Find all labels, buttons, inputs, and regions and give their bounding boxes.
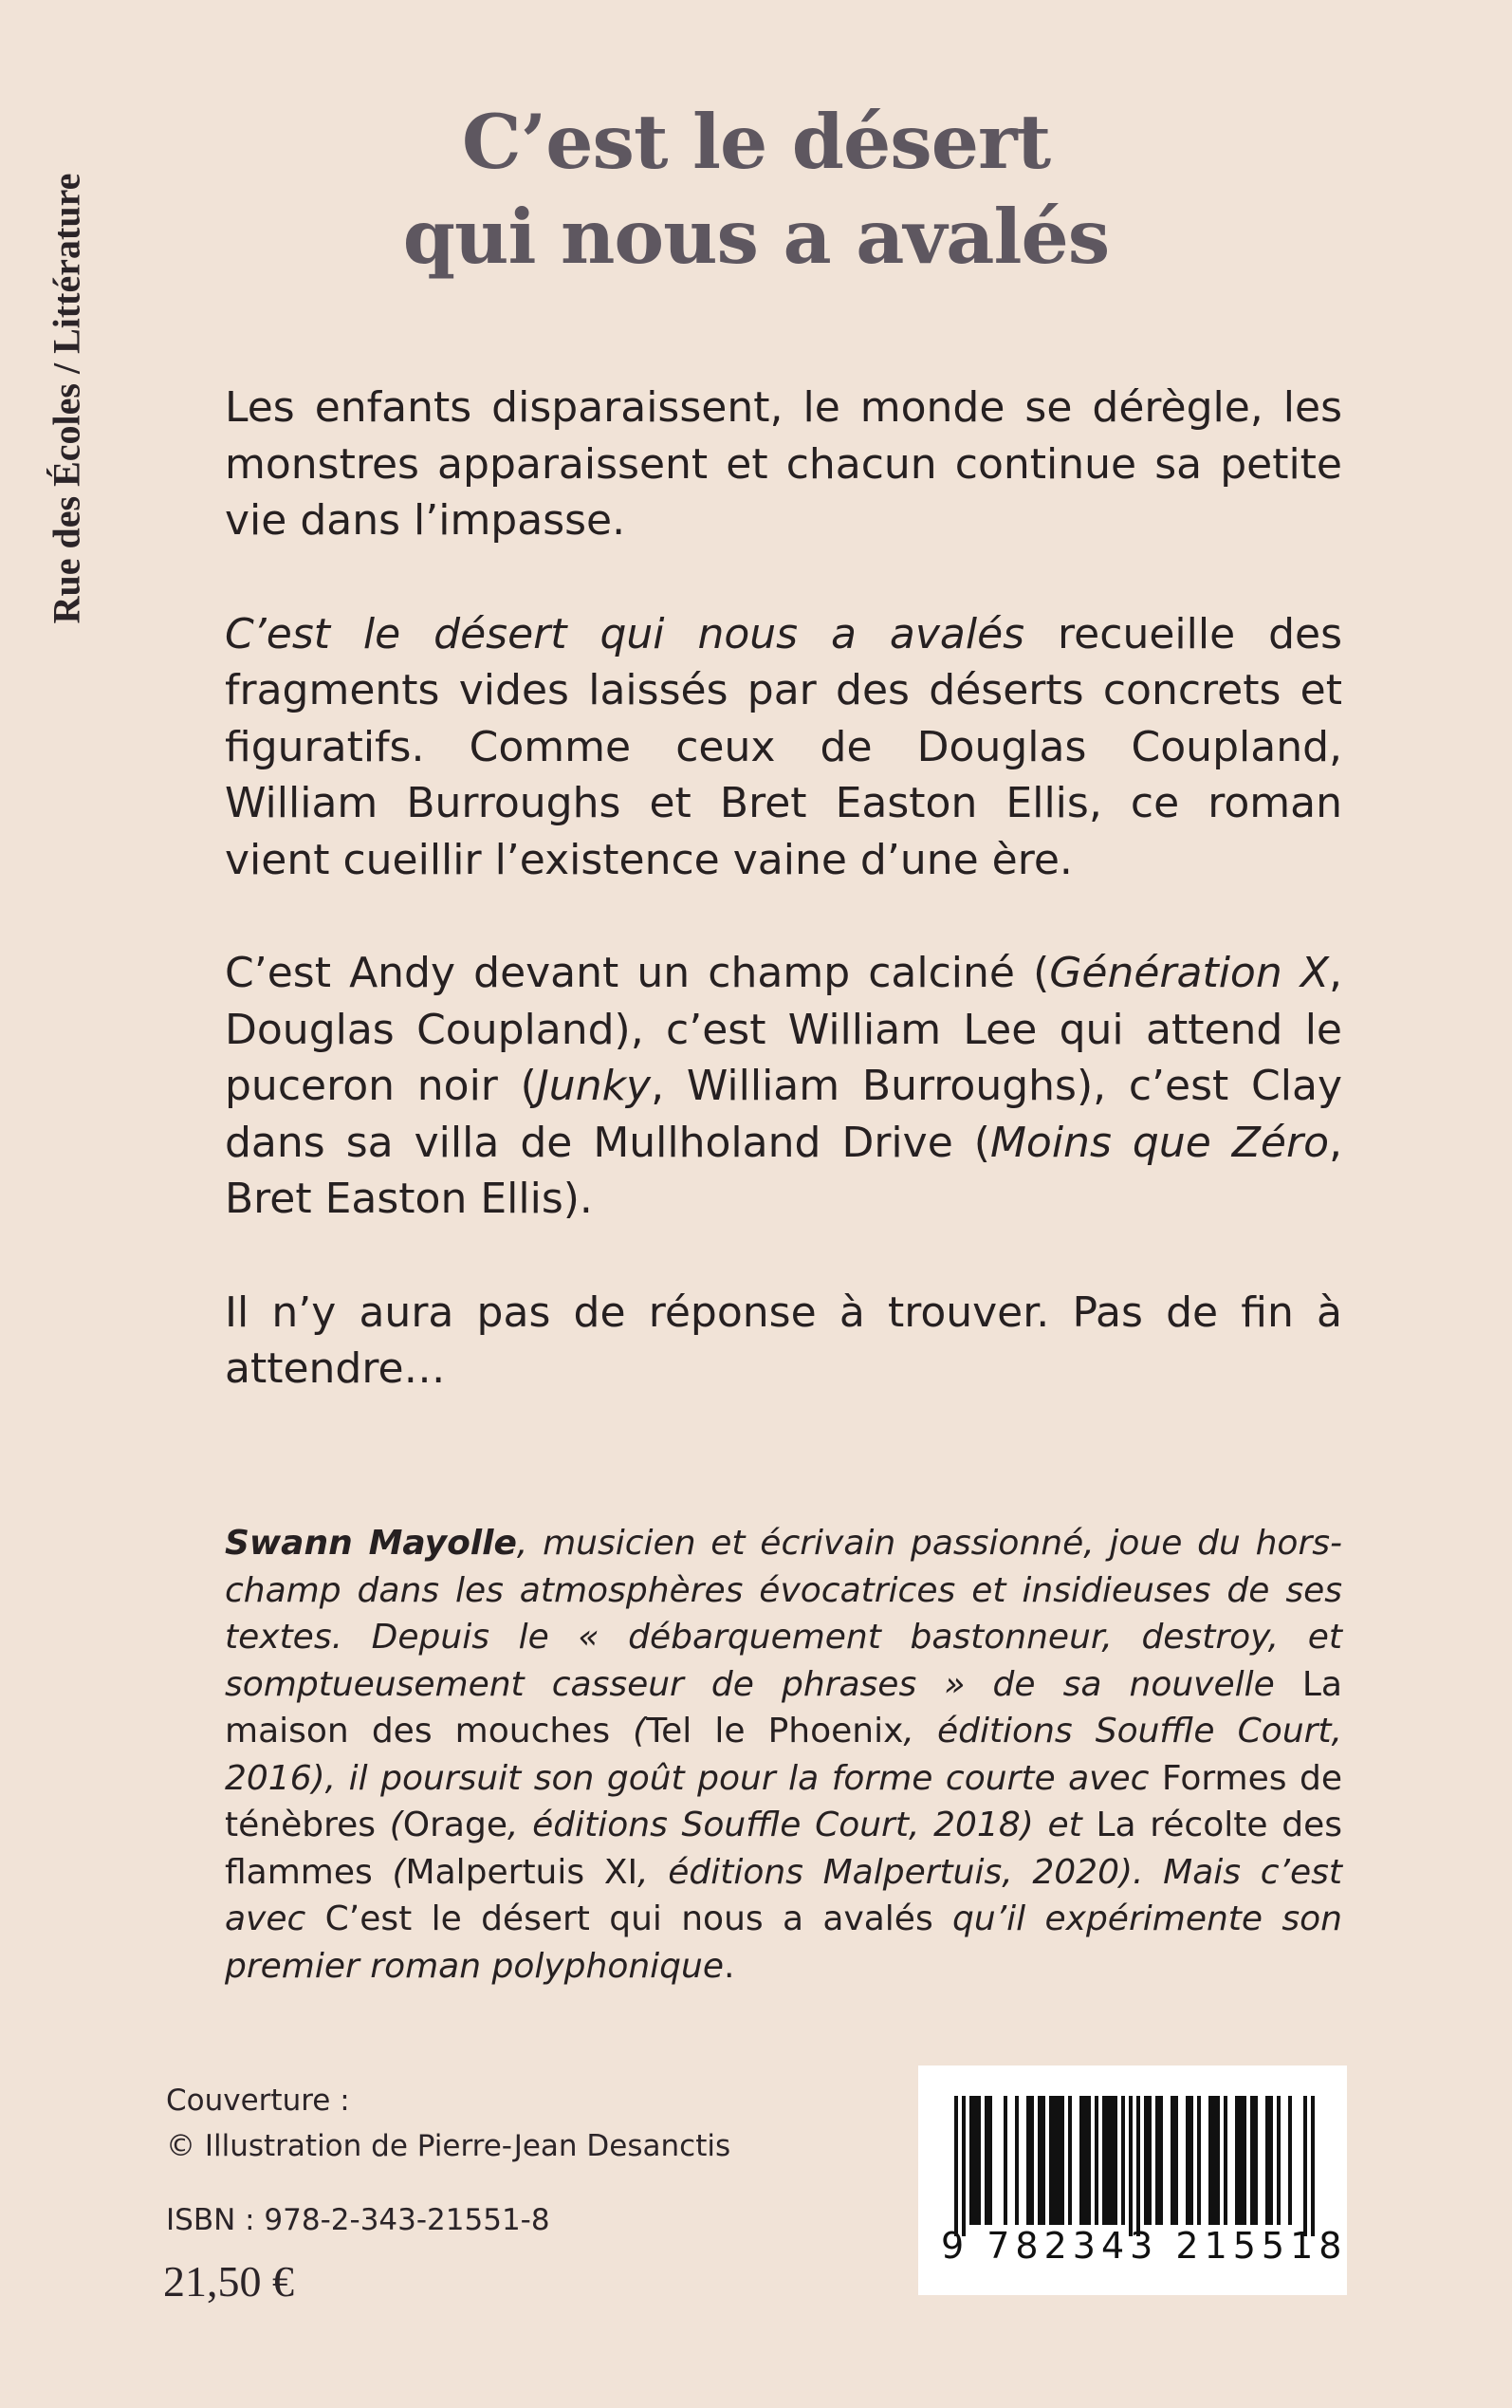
p3-text-2: , Douglas Coupland), c’est William Lee qui attend le puceron noir (: [225, 949, 1342, 1110]
bio-seg-1: , musicien et écrivain passionné, joue du hors-champ dans les atmosphères évocatrices et insidieuses de ses textes. Depuis le « débarquement bastonneur, destroy, et somptueusement casseur de phrases » de sa nouvelle: [225, 1524, 1342, 1704]
bio-work-5: La récolte des flammes: [225, 1806, 1342, 1892]
barcode-bar: [1303, 2096, 1307, 2236]
barcode-bar: [1026, 2096, 1030, 2225]
credits-label: Couverture :: [166, 2084, 350, 2118]
bio-work-7: C’est le désert qui nous a avalés: [324, 1899, 933, 1938]
bio-seg-6: (: [372, 1852, 406, 1892]
barcode-bar: [1235, 2096, 1239, 2225]
bio-seg-3: , éditions Souffle Court, 2016), il poursuit son goût pour la forme courte avec: [225, 1712, 1342, 1798]
blurb-title-italic: C’est le désert qui nous a avalés: [225, 609, 1025, 658]
barcode-bar: [1243, 2096, 1246, 2225]
barcode-bar: [1083, 2096, 1087, 2225]
barcode-bar: [1186, 2096, 1189, 2225]
blurb: [225, 380, 1342, 1454]
barcode-bar: [1171, 2096, 1174, 2225]
barcode-bar: [1254, 2096, 1258, 2225]
p3-text-3: , William Burroughs), c’est Clay dans sa villa de Mullholand Drive (: [225, 1062, 1342, 1167]
barcode-bar: [1277, 2096, 1281, 2225]
barcode-bar: [977, 2096, 981, 2225]
barcode-bar: [1110, 2096, 1114, 2225]
barcode-bar: [988, 2096, 992, 2225]
barcode-bar: [1004, 2096, 1007, 2225]
barcode-bar: [1269, 2096, 1273, 2225]
barcode-bar: [1102, 2096, 1106, 2225]
barcode-bar: [1095, 2096, 1098, 2225]
barcode-bar: [1114, 2096, 1117, 2225]
barcode-bar: [1212, 2096, 1216, 2225]
barcode-bar: [1311, 2096, 1315, 2236]
barcode-bar: [1121, 2096, 1125, 2225]
author-bio: [225, 1520, 1342, 1990]
title-line-1: C’est le désert: [461, 98, 1051, 186]
barcode: [918, 2065, 1347, 2295]
bio-work-4: Orage: [402, 1806, 507, 1844]
barcode-bar: [1042, 2096, 1045, 2225]
barcode-bar: [954, 2096, 958, 2236]
price: 21,50 €: [163, 2257, 294, 2306]
p3-text-1: C’est Andy devant un champ calciné (: [225, 949, 1050, 997]
blurb-paragraph-2-text: recueille des fragments vides laissés par des déserts concrets et figuratifs. Comme ceux de Douglas Coupland, William Burroughs et Bret Easton Ellis, ce roman vient cueillir l’existence vaine d’une ère.: [225, 609, 1343, 884]
barcode-bar: [1216, 2096, 1220, 2225]
p3-italic-1: Génération X: [1049, 949, 1329, 997]
bio-seg-2: (: [610, 1712, 647, 1750]
barcode-digits: 9 782343 215518: [941, 2225, 1348, 2267]
barcode-bar: [1265, 2096, 1269, 2225]
author-bio-paragraph: [225, 1520, 1342, 1990]
barcode-bar: [1060, 2096, 1064, 2225]
bio-work-1: La maison des mouches: [225, 1664, 1342, 1750]
barcode-bar: [1015, 2096, 1019, 2225]
barcode-bar: [1136, 2096, 1140, 2236]
isbn: ISBN : 978-2-343-21551-8: [166, 2203, 550, 2237]
spine-label: [28, 104, 104, 693]
blurb-paragraph-1: Les enfants disparaissent, le monde se dérègle, les monstres apparaissent et chacun continue sa petite vie dans l’impasse.: [225, 383, 1342, 545]
author-name: Swann Mayolle: [225, 1524, 517, 1563]
bio-work-2: Tel le Phoenix: [646, 1712, 904, 1750]
bio-work-3: Formes de ténèbres: [225, 1758, 1342, 1844]
barcode-bar: [969, 2096, 973, 2225]
barcode-bar: [1038, 2096, 1042, 2225]
cover-credits: [166, 2078, 730, 2169]
book-title: [190, 95, 1322, 285]
bio-seg-8: qu’il expérimente son premier roman polyphonique: [225, 1899, 1342, 1986]
barcode-bar: [985, 2096, 988, 2225]
barcode-bar: [1106, 2096, 1110, 2225]
bio-seg-5: , éditions Souffle Court, 2018) et: [507, 1806, 1097, 1844]
barcode-bar: [1144, 2096, 1148, 2225]
barcode-bar: [1159, 2096, 1163, 2225]
barcode-bar: [1148, 2096, 1152, 2225]
barcode-bar: [1189, 2096, 1193, 2225]
blurb-paragraph-2: [225, 606, 1342, 889]
p3-italic-2: Junky: [536, 1062, 652, 1110]
barcode-bar: [1239, 2096, 1243, 2225]
title-line-2: qui nous a avalés: [402, 193, 1110, 281]
barcode-bar: [1057, 2096, 1060, 2225]
bio-work-6: Malpertuis XI: [405, 1852, 638, 1892]
collection-name: Rue des Écoles / Littérature: [45, 173, 88, 624]
barcode-bar: [1174, 2096, 1178, 2225]
p3-text-4: , Bret Easton Ellis).: [225, 1118, 1343, 1223]
barcode-bar: [1068, 2096, 1072, 2225]
barcode-bar: [1030, 2096, 1034, 2225]
barcode-bar: [1049, 2096, 1053, 2225]
barcode-bar: [1250, 2096, 1254, 2225]
barcode-bar: [962, 2096, 966, 2236]
barcode-bar: [1288, 2096, 1292, 2225]
barcode-bar: [973, 2096, 977, 2225]
bio-period: .: [724, 1946, 735, 1986]
barcode-bar: [1053, 2096, 1057, 2225]
credits-illustration: © Illustration de Pierre-Jean Desanctis: [166, 2129, 731, 2163]
barcode-bar: [1079, 2096, 1083, 2225]
barcode-bar: [1129, 2096, 1133, 2236]
barcode-bar: [1197, 2096, 1201, 2225]
blurb-paragraph-3: [225, 945, 1342, 1228]
blurb-paragraph-4: Il n’y aura pas de réponse à trouver. Pas de fin à attendre…: [225, 1287, 1342, 1393]
barcode-bar: [1155, 2096, 1159, 2225]
barcode-bar: [1087, 2096, 1091, 2225]
barcode-bars: [918, 2065, 1347, 2236]
bio-seg-7: , éditions Malpertuis, 2020). Mais c’est avec: [225, 1852, 1342, 1938]
barcode-bar: [1208, 2096, 1212, 2225]
barcode-bar: [1224, 2096, 1227, 2225]
p3-italic-3: Moins que Zéro: [989, 1118, 1330, 1167]
bio-seg-4: (: [376, 1806, 403, 1844]
